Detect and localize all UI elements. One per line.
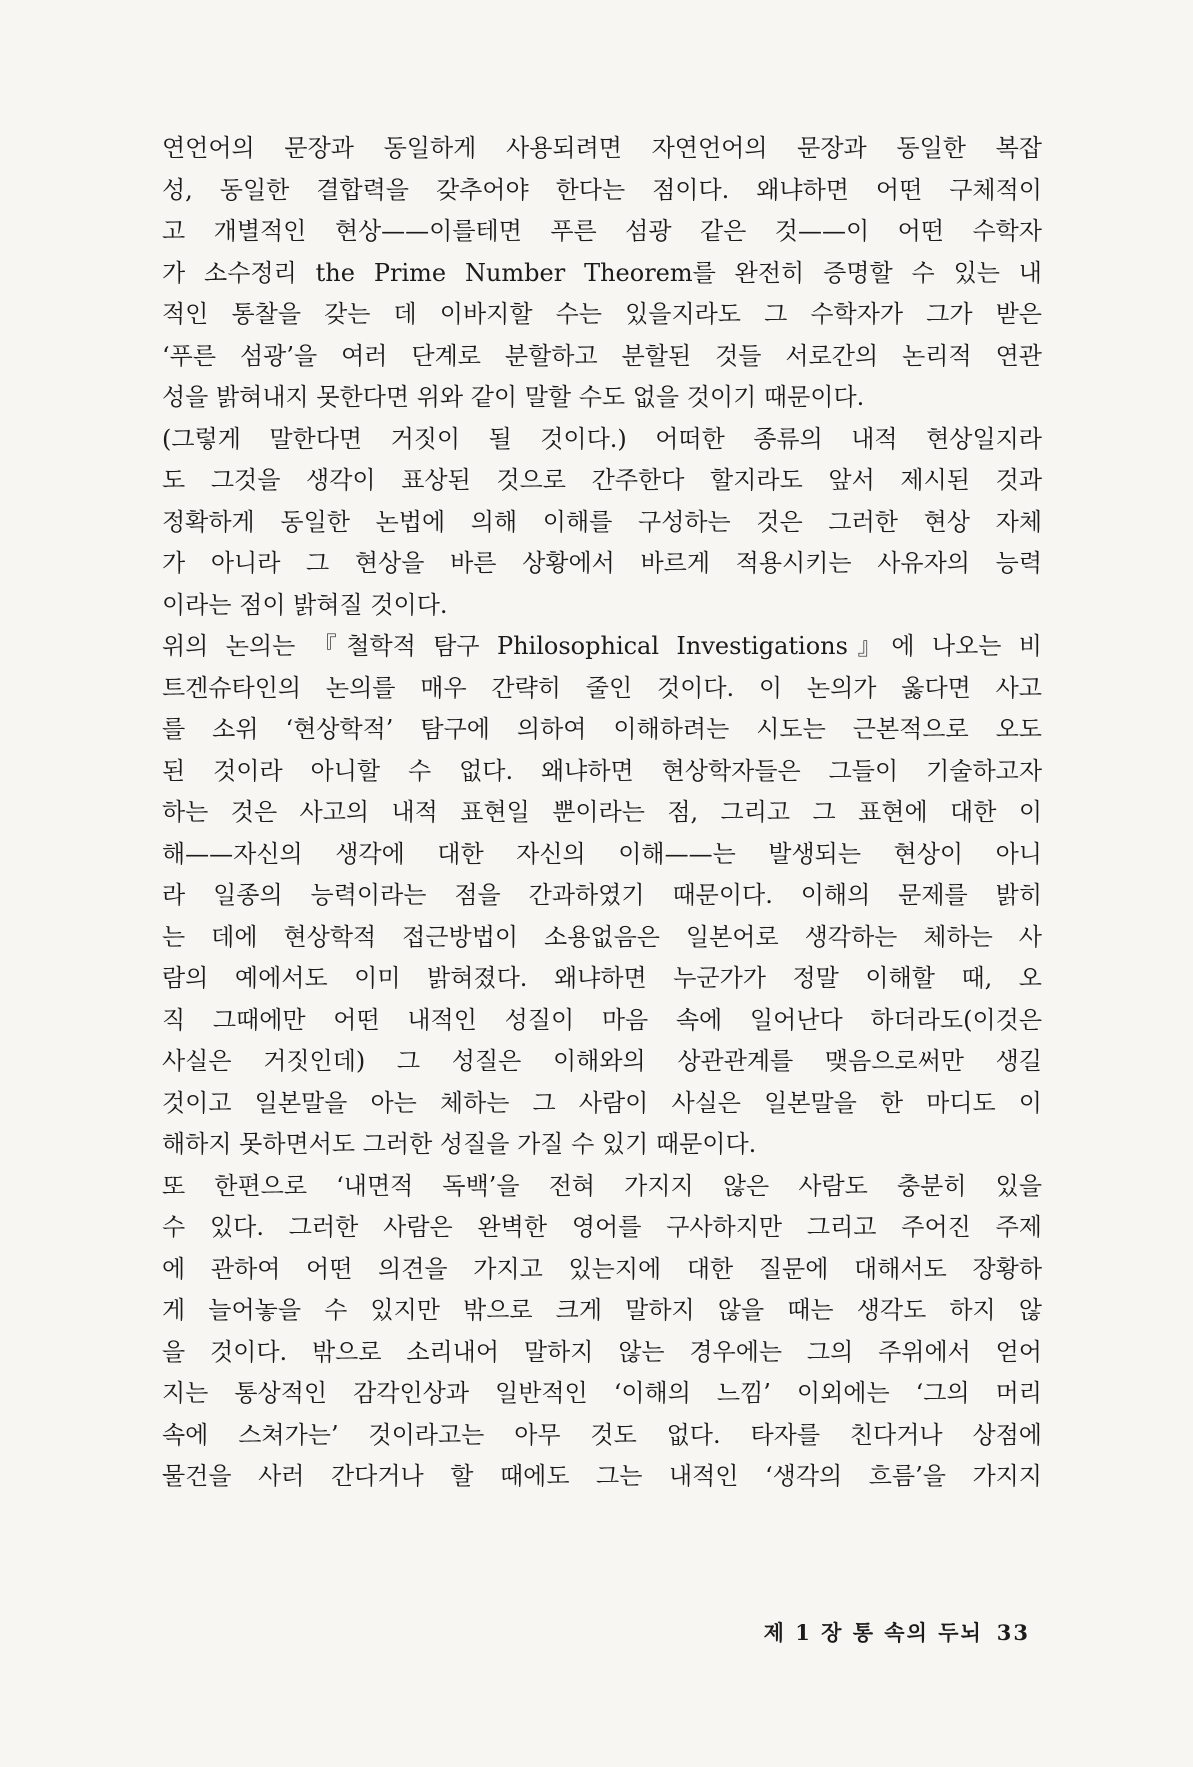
- text-line: 가 소수정리 the Prime Number Theorem를 완전히 증명할 수 있는 내: [162, 258, 1042, 287]
- text-line: 성을 밝혀내지 못한다면 위와 같이 말할 수도 없을 것이기 때문이다.: [162, 383, 865, 411]
- text-line: 정확하게 동일한 논법에 의해 이해를 구성하는 것은 그러한 현상 자체: [162, 507, 1042, 536]
- text-line: 적인 통찰을 갖는 데 이바지할 수는 있을지라도 그 수학자가 그가 받은: [162, 300, 1042, 328]
- running-head: 제 1 장 통 속의 두뇌: [763, 1620, 983, 1645]
- text-line: 트겐슈타인의 논의를 매우 간략히 줄인 것이다. 이 논의가 옳다면 사고: [162, 673, 1042, 702]
- text-line: 게 늘어놓을 수 있지만 밖으로 크게 말하지 않을 때는 생각도 하지 않: [162, 1296, 1042, 1324]
- text-line: 된 것이라 아니할 수 없다. 왜냐하면 현상학자들은 그들이 기술하고자: [162, 756, 1042, 785]
- text-line: 고 개별적인 현상——이를테면 푸른 섬광 같은 것——이 어떤 수학자: [162, 217, 1042, 245]
- text-line: 위의 논의는 『철학적 탐구 Philosophical Investigations』에 나오는 비: [162, 632, 1042, 660]
- text-line: 도 그것을 생각이 표상된 것으로 간주한다 할지라도 앞서 제시된 것과: [162, 466, 1042, 494]
- text-line: 을 것이다. 밖으로 소리내어 말하지 않는 경우에는 그의 주위에서 얻어: [162, 1337, 1042, 1366]
- text-line: 람의 예에서도 이미 밝혀졌다. 왜냐하면 누군가가 정말 이해할 때, 오: [162, 964, 1042, 992]
- text-line: 성, 동일한 결합력을 갖추어야 한다는 점이다. 왜냐하면 어떤 구체적이: [162, 175, 1042, 204]
- text-line: 사실은 거짓인데) 그 성질은 이해와의 상관관계를 맺음으로써만 생길: [162, 1047, 1042, 1075]
- text-line: 것이고 일본말을 아는 체하는 그 사람이 사실은 일본말을 한 마디도 이: [162, 1088, 1042, 1117]
- text-line: 직 그때에만 어떤 내적인 성질이 마음 속에 일어난다 하더라도(이것은: [162, 1005, 1042, 1034]
- text-line: 해하지 못하면서도 그러한 성질을 가질 수 있기 때문이다.: [162, 1130, 757, 1158]
- text-line: 해——자신의 생각에 대한 자신의 이해——는 발생되는 현상이 아니: [162, 839, 1042, 868]
- page-footer: [764, 1617, 1030, 1647]
- text-line: 속에 스쳐가는’ 것이라고는 아무 것도 없다. 타자를 친다거나 상점에: [162, 1420, 1042, 1449]
- text-line: 는 데에 현상학적 접근방법이 소용없음은 일본어로 생각하는 체하는 사: [162, 922, 1042, 951]
- page-number: 33: [996, 1620, 1030, 1645]
- text-line: 하는 것은 사고의 내적 표현일 뿐이라는 점, 그리고 그 표현에 대한 이: [162, 798, 1042, 826]
- text-line: 가 아니라 그 현상을 바른 상황에서 바르게 적용시키는 사유자의 능력: [162, 549, 1042, 577]
- text-line: 이라는 점이 밝혀질 것이다.: [162, 590, 448, 619]
- text-line: (그렇게 말한다면 거짓이 될 것이다.) 어떠한 종류의 내적 현상일지라: [162, 424, 1042, 453]
- text-line: 에 관하여 어떤 의견을 가지고 있는지에 대한 질문에 대해서도 장황하: [162, 1254, 1042, 1283]
- text-line: 또 한편으로 ‘내면적 독백’을 전혀 가지지 않은 사람도 충분히 있을: [162, 1171, 1042, 1200]
- text-line: ‘푸른 섬광’을 여러 단계로 분할하고 분할된 것들 서로간의 논리적 연관: [162, 341, 1042, 370]
- text-line: 지는 통상적인 감각인상과 일반적인 ‘이해의 느낌’ 이외에는 ‘그의 머리: [162, 1379, 1042, 1407]
- text-line: 수 있다. 그러한 사람은 완벽한 영어를 구사하지만 그리고 주어진 주제: [162, 1213, 1042, 1241]
- text-line: 연언어의 문장과 동일하게 사용되려면 자연언어의 문장과 동일한 복잡: [162, 134, 1042, 162]
- text-line: 물건을 사러 간다거나 할 때에도 그는 내적인 ‘생각의 흐름’을 가지지: [162, 1462, 1042, 1490]
- text-line: 를 소위 ‘현상학적’ 탐구에 의하여 이해하려는 시도는 근본적으로 오도: [162, 715, 1042, 743]
- text-line: 라 일종의 능력이라는 점을 간과하였기 때문이다. 이해의 문제를 밝히: [162, 881, 1042, 909]
- body-text: [162, 128, 1042, 1498]
